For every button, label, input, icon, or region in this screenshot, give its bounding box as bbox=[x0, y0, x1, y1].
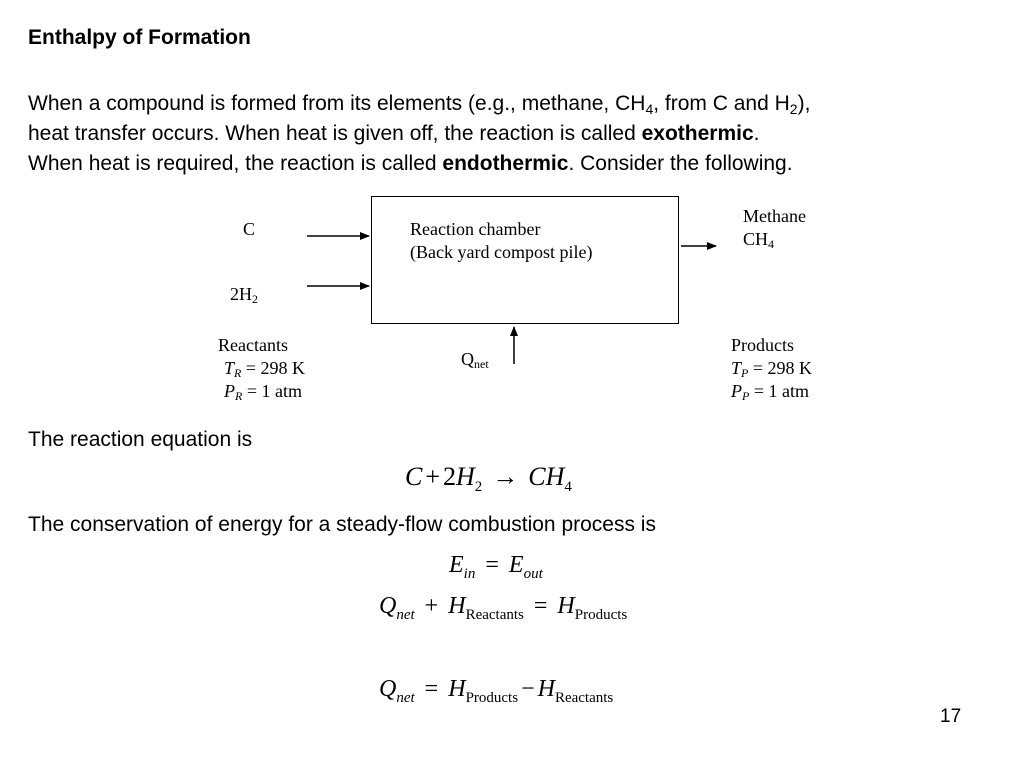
intro-text: ), bbox=[797, 92, 811, 115]
heat-q: Q bbox=[461, 349, 474, 369]
intro-text: , from C and H bbox=[653, 92, 790, 115]
reaction-label: The reaction equation is bbox=[28, 428, 253, 451]
value: = 1 atm bbox=[749, 381, 809, 401]
var: E bbox=[508, 552, 524, 578]
arrow-symbol: → bbox=[492, 462, 519, 491]
subscript: net bbox=[396, 607, 415, 623]
value: = 298 K bbox=[748, 358, 813, 378]
reaction-chamber-label bbox=[410, 218, 592, 264]
heat-label bbox=[461, 348, 489, 371]
subscript: Reactants bbox=[465, 607, 524, 623]
subscript: 4 bbox=[768, 237, 775, 251]
subscript: 4 bbox=[645, 101, 654, 117]
intro-text: . bbox=[753, 122, 760, 145]
equation-net-heat bbox=[379, 676, 614, 706]
subscript: out bbox=[523, 566, 543, 582]
operator: − bbox=[521, 676, 535, 702]
operator: + bbox=[424, 593, 439, 619]
formula-text: CH bbox=[743, 229, 769, 249]
intro-text: When heat is required, the reaction is called bbox=[28, 152, 443, 175]
operator: = bbox=[424, 676, 439, 702]
chamber-line-2: (Back yard compost pile) bbox=[410, 242, 593, 262]
var: Q bbox=[379, 676, 397, 702]
h2-text: 2H bbox=[230, 284, 252, 304]
var: H bbox=[448, 593, 466, 619]
subscript: 2 bbox=[252, 292, 258, 306]
reactants-temperature bbox=[218, 357, 305, 380]
intro-text: . Consider the following. bbox=[568, 152, 793, 175]
intro-text: When a compound is formed from its elements (e.g., methane, CH bbox=[28, 92, 646, 115]
term-exothermic: exothermic bbox=[641, 122, 754, 145]
subscript: 4 bbox=[564, 479, 572, 495]
var: Q bbox=[379, 593, 397, 619]
coef: 2 bbox=[443, 462, 457, 491]
var: T bbox=[224, 358, 235, 378]
var: H bbox=[557, 593, 575, 619]
var: H bbox=[537, 676, 555, 702]
var: P bbox=[224, 381, 235, 401]
products-conditions bbox=[731, 334, 812, 403]
operator: = bbox=[485, 552, 499, 578]
page-number: 17 bbox=[940, 706, 962, 727]
input-carbon: C bbox=[243, 219, 256, 239]
intro-text: heat transfer occurs. When heat is given off, the reaction is called bbox=[28, 122, 642, 145]
reaction-equation bbox=[405, 462, 572, 495]
subscript: P bbox=[741, 366, 749, 380]
chamber-line-1: Reaction chamber bbox=[410, 219, 541, 239]
subscript: P bbox=[742, 389, 750, 403]
products-pressure bbox=[731, 380, 812, 403]
output-formula bbox=[743, 228, 806, 251]
operator: = bbox=[533, 593, 548, 619]
value: = 298 K bbox=[241, 358, 306, 378]
subscript: 2 bbox=[789, 101, 798, 117]
output-methane bbox=[743, 205, 806, 251]
var: CH bbox=[528, 462, 565, 491]
var: T bbox=[731, 358, 742, 378]
subscript: net bbox=[396, 690, 415, 706]
energy-label: The conservation of energy for a steady-flow combustion process is bbox=[28, 513, 656, 536]
slide-title: Enthalpy of Formation bbox=[28, 26, 251, 49]
products-temperature bbox=[731, 357, 812, 380]
var: E bbox=[449, 552, 464, 578]
var: H bbox=[448, 676, 466, 702]
subscript: Reactants bbox=[554, 690, 614, 706]
subscript: in bbox=[463, 566, 476, 582]
subscript: Products bbox=[465, 690, 519, 706]
reactants-heading: Reactants bbox=[218, 335, 288, 355]
output-name: Methane bbox=[743, 206, 806, 226]
products-heading: Products bbox=[731, 335, 794, 355]
var: C bbox=[405, 462, 423, 491]
var: P bbox=[731, 381, 742, 401]
reactants-pressure bbox=[218, 380, 305, 403]
subscript: Products bbox=[574, 607, 628, 623]
subscript: 2 bbox=[474, 479, 483, 495]
reactants-conditions bbox=[218, 334, 305, 403]
operator: + bbox=[425, 462, 441, 491]
subscript: R bbox=[234, 366, 242, 380]
var: H bbox=[456, 462, 475, 491]
equation-energy-balance bbox=[449, 552, 543, 582]
value: = 1 atm bbox=[242, 381, 302, 401]
subscript: net bbox=[474, 357, 489, 371]
term-endothermic: endothermic bbox=[442, 152, 569, 175]
input-hydrogen bbox=[230, 283, 258, 306]
equation-heat-balance bbox=[379, 593, 628, 623]
subscript: R bbox=[235, 389, 243, 403]
